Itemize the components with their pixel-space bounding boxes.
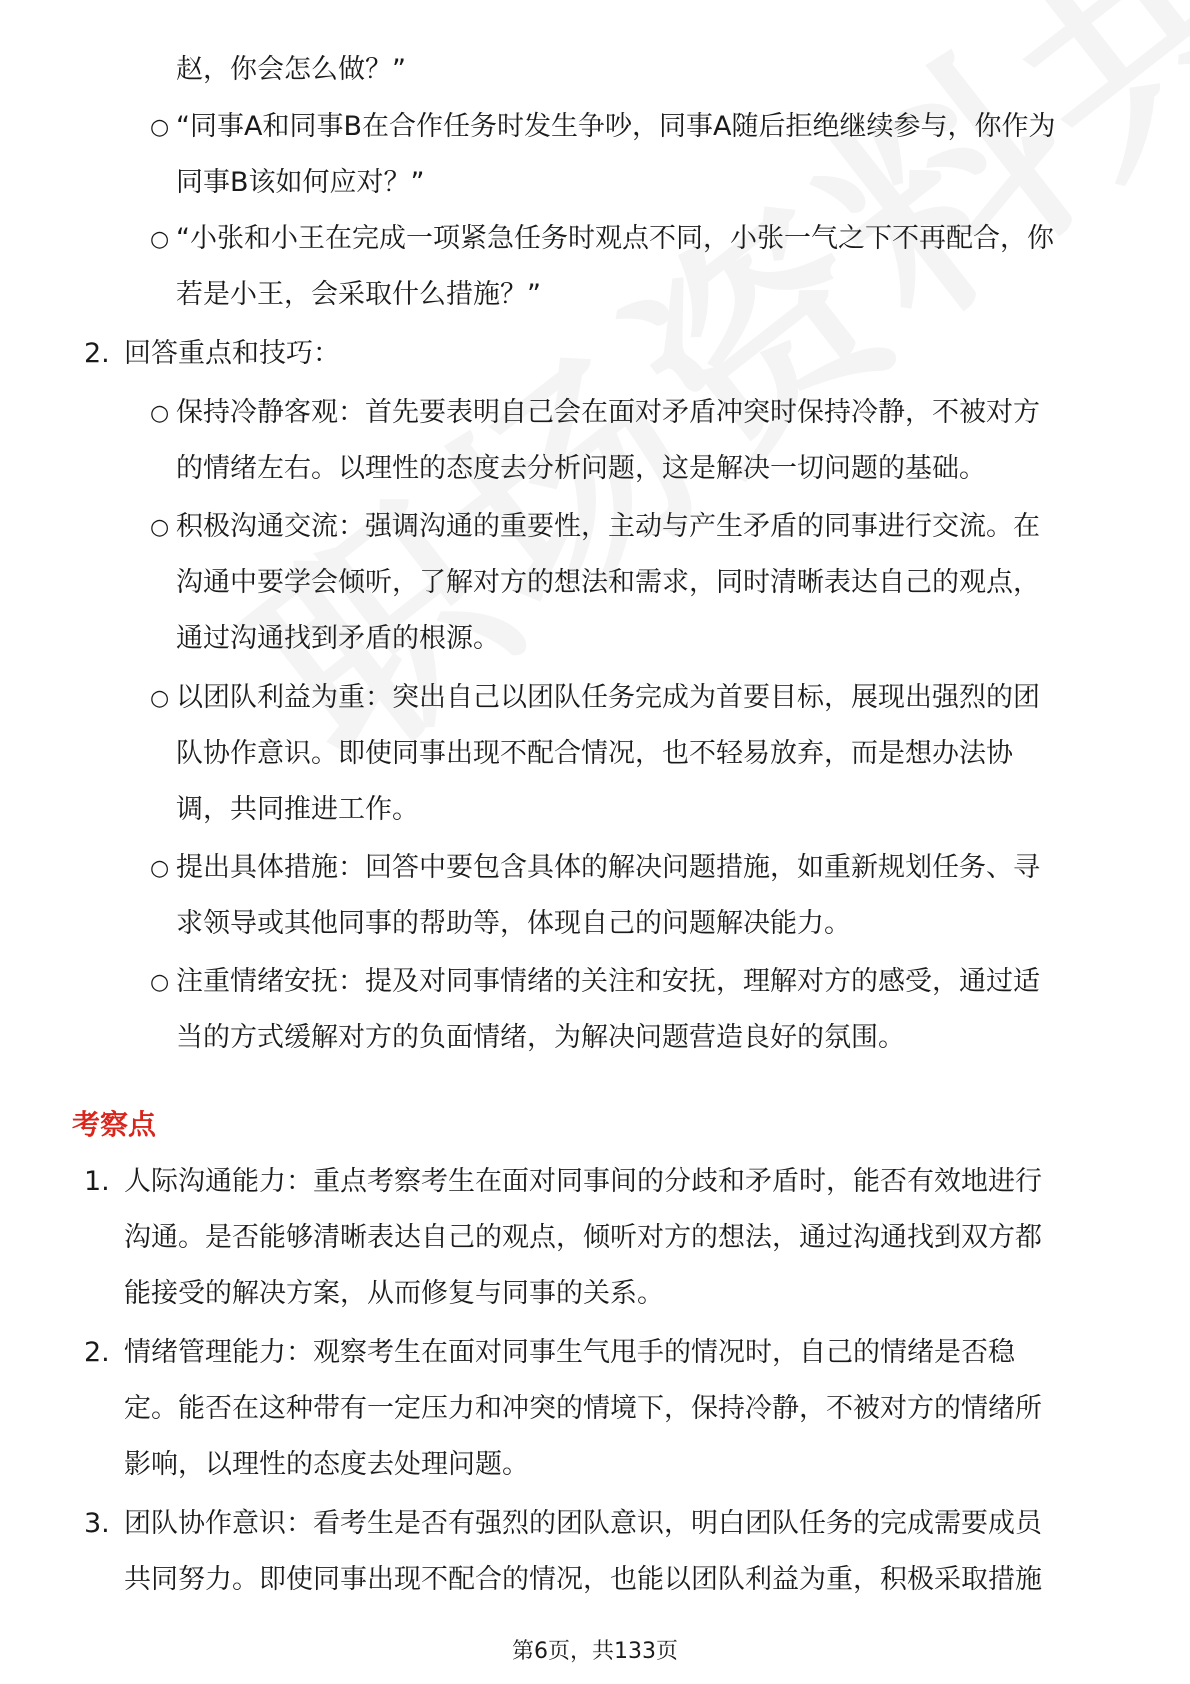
hollow-bullet-icon: ○ — [150, 401, 170, 426]
example-1-line-1: “同事A和同事B在合作任务时发生争吵，同事A随后拒绝继续参与，你作为 — [176, 111, 1056, 142]
tip-3-line-2: 队协作意识。即使同事出现不配合情况，也不轻易放弃，而是想办法协 — [176, 738, 1013, 769]
tip-1-line-2: 的情绪左右。以理性的态度去分析问题，这是解决一切问题的基础。 — [176, 453, 986, 484]
hollow-bullet-icon: ○ — [150, 970, 170, 995]
hollow-bullet-icon: ○ — [150, 686, 170, 711]
section-heading: 考察点 — [72, 1108, 157, 1141]
tip-3-line-3: 调，共同推进工作。 — [176, 794, 419, 825]
tip-5-line-1: 注重情绪安抚：提及对同事情绪的关注和安抚，理解对方的感受，通过适 — [176, 966, 1040, 997]
list-number: 2. — [84, 1337, 110, 1368]
point-2-line-3: 影响，以理性的态度去处理问题。 — [124, 1449, 529, 1480]
hollow-bullet-icon: ○ — [150, 227, 170, 252]
tips-title: 回答重点和技巧： — [124, 338, 340, 369]
point-1-line-1: 人际沟通能力：重点考察考生在面对同事间的分歧和矛盾时，能否有效地进行 — [124, 1166, 1042, 1197]
page-number-footer: 第6页，共133页 — [512, 1639, 678, 1664]
tip-3-line-1: 以团队利益为重：突出自己以团队任务完成为首要目标，展现出强烈的团 — [176, 682, 1040, 713]
tip-2-line-1: 积极沟通交流：强调沟通的重要性，主动与产生矛盾的同事进行交流。在 — [176, 511, 1040, 542]
hollow-bullet-icon: ○ — [150, 515, 170, 540]
tip-5-line-2: 当的方式缓解对方的负面情绪，为解决问题营造良好的氛围。 — [176, 1022, 905, 1053]
hollow-bullet-icon: ○ — [150, 115, 170, 140]
point-2-line-1: 情绪管理能力：观察考生在面对同事生气甩手的情况时，自己的情绪是否稳 — [124, 1337, 1015, 1368]
point-1-line-3: 能接受的解决方案，从而修复与同事的关系。 — [124, 1278, 664, 1309]
tip-4-line-1: 提出具体措施：回答中要包含具体的解决问题措施，如重新规划任务、寻 — [176, 852, 1040, 883]
example-2-line-2: 若是小王，会采取什么措施？” — [176, 279, 541, 310]
point-1-line-2: 沟通。是否能够清晰表达自己的观点，倾听对方的想法，通过沟通找到双方都 — [124, 1222, 1042, 1253]
tip-2-line-3: 通过沟通找到矛盾的根源。 — [176, 623, 500, 654]
tip-2-line-2: 沟通中要学会倾听，了解对方的想法和需求，同时清晰表达自己的观点， — [176, 567, 1040, 598]
example-2-line-1: “小张和小王在完成一项紧急任务时观点不同，小张一气之下不再配合，你 — [176, 223, 1054, 254]
tip-1-line-1: 保持冷静客观：首先要表明自己会在面对矛盾冲突时保持冷静，不被对方 — [176, 397, 1040, 428]
hollow-bullet-icon: ○ — [150, 856, 170, 881]
point-3-line-1: 团队协作意识：看考生是否有强烈的团队意识，明白团队任务的完成需要成员 — [124, 1508, 1042, 1539]
list-number: 1. — [84, 1166, 110, 1197]
list-number: 2. — [84, 338, 110, 369]
point-3-line-2: 共同努力。即使同事出现不配合的情况，也能以团队利益为重，积极采取措施 — [124, 1564, 1042, 1595]
point-2-line-2: 定。能否在这种带有一定压力和冲突的情境下，保持冷静，不被对方的情绪所 — [124, 1393, 1042, 1424]
example-1-line-2: 同事B该如何应对？” — [176, 167, 425, 198]
example-continued-line: 赵，你会怎么做？” — [176, 54, 406, 85]
list-number: 3. — [84, 1508, 110, 1539]
tip-4-line-2: 求领导或其他同事的帮助等，体现自己的问题解决能力。 — [176, 908, 851, 939]
